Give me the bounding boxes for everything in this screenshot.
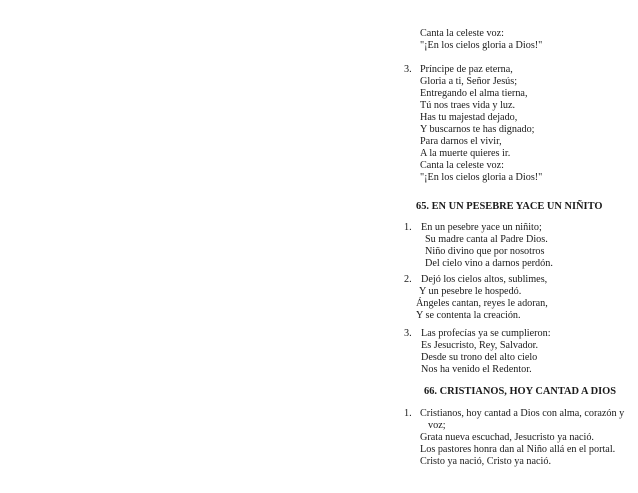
verse-line: Ángeles cantan, reyes le adoran, (416, 298, 548, 309)
verse-number: 1. (404, 408, 412, 419)
verse-line: Gloria a ti, Señor Jesús; (420, 76, 518, 87)
verse-line: Es Jesucristo, Rey, Salvador. (421, 340, 539, 351)
verse-line: Del cielo vino a darnos perdón. (425, 258, 553, 269)
verse-line: "¡En los cielos gloria a Dios!" (420, 40, 543, 51)
verse-line: Para darnos el vivir, (420, 136, 502, 147)
verse-line: Y un pesebre le hospedó. (419, 286, 522, 297)
verse-line: Grata nueva escuchad, Jesucristo ya nació. (420, 432, 594, 443)
verse-number: 1. (404, 222, 412, 233)
verse-line: Canta la celeste voz: (420, 160, 505, 171)
verse-line: A la muerte quieres ir. (420, 148, 511, 159)
song-title: 65. EN UN PESEBRE YACE UN NIÑITO (416, 201, 603, 212)
verse-line: "¡En los cielos gloria a Dios!" (420, 172, 543, 183)
verse-line: Niño divino que por nosotros (425, 246, 545, 257)
verse-number: 3. (404, 64, 412, 75)
verse-line: Cristo ya nació, Cristo ya nació. (420, 456, 551, 467)
verse-line: Nos ha venido el Redentor. (421, 364, 532, 375)
verse-line: Desde su trono del alto cielo (421, 352, 538, 363)
verse-line: Las profecías ya se cumplieron: (421, 328, 551, 339)
verse-line: Los pastores honra dan al Niño allá en el portal. (420, 444, 616, 455)
verse-line: Has tu majestad dejado, (420, 112, 518, 123)
verse-line: Y se contenta la creación. (416, 310, 521, 321)
song-title: 66. CRISTIANOS, HOY CANTAD A DIOS (424, 386, 616, 397)
verse-line: Cristianos, hoy cantad a Dios con alma, corazón y (420, 408, 625, 419)
verse-line: Dejó los cielos altos, sublimes, (421, 274, 548, 285)
verse-line: Canta la celeste voz: (420, 28, 505, 39)
verse-line: Príncipe de paz eterna, (420, 64, 513, 75)
verse-line: Entregando el alma tierna, (420, 88, 528, 99)
verse-number: 2. (404, 274, 412, 285)
verse-line: Tú nos traes vida y luz. (420, 100, 516, 111)
verse-line: Su madre canta al Padre Dios. (425, 234, 548, 245)
verse-line: voz; (428, 420, 446, 431)
verse-line: En un pesebre yace un niñito; (421, 222, 542, 233)
verse-number: 3. (404, 328, 412, 339)
verse-line: Y buscarnos te has dignado; (420, 124, 535, 135)
